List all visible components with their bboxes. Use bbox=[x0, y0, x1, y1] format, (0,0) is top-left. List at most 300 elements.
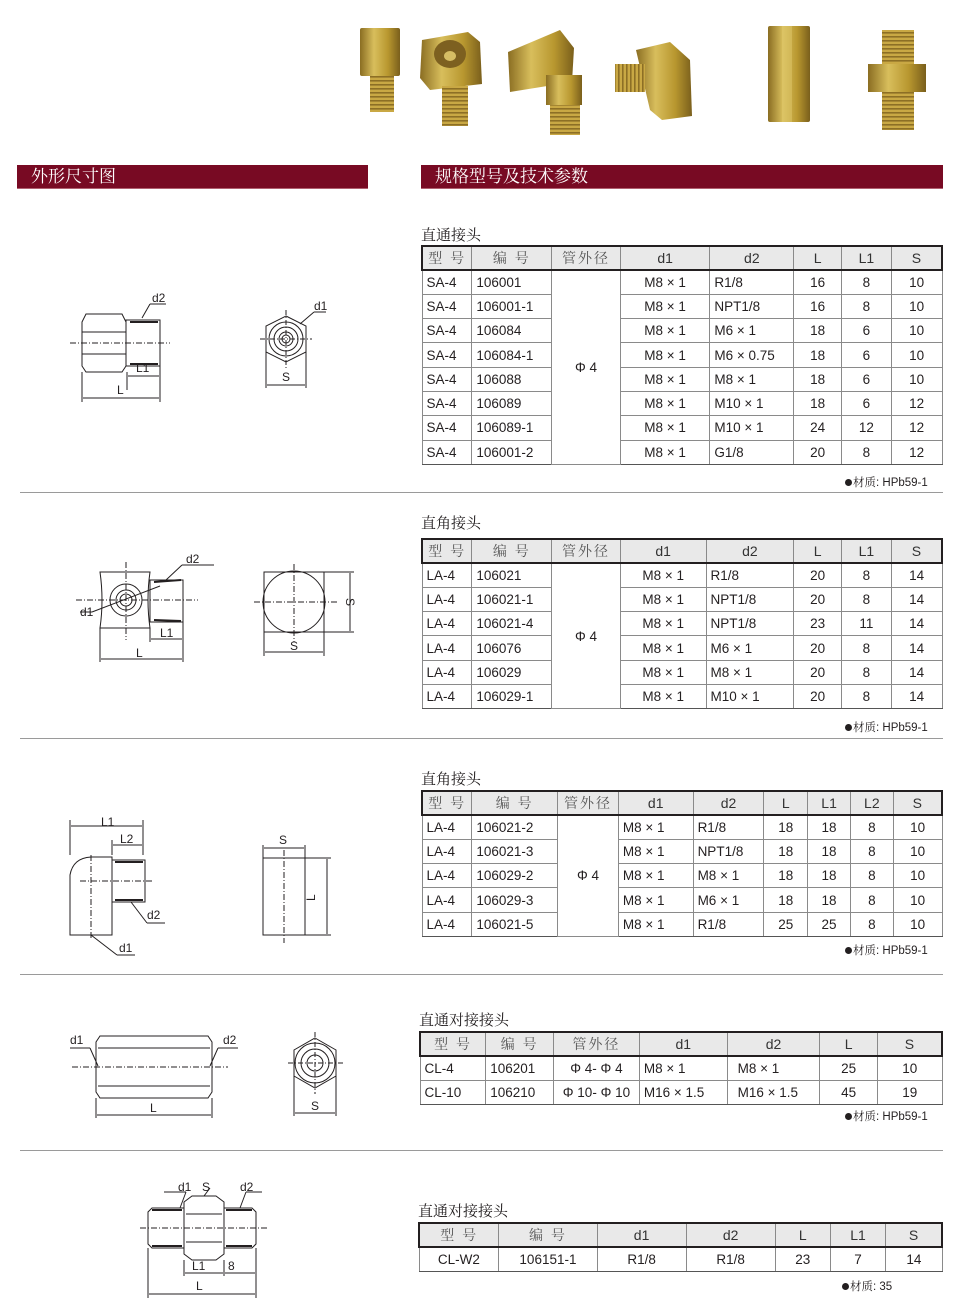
table-cell: M10 × 1 bbox=[710, 391, 794, 415]
table-head bbox=[422, 246, 942, 270]
table-cell: M8 × 1 bbox=[620, 636, 706, 660]
table-header-row bbox=[422, 791, 942, 815]
table-row bbox=[422, 440, 942, 464]
col-L2: L2 bbox=[850, 791, 893, 815]
table-cell: M6 × 1 bbox=[693, 888, 764, 912]
label-L: L bbox=[150, 1101, 157, 1115]
table-row bbox=[422, 636, 942, 660]
table-cell: Φ 10- Φ 10 bbox=[554, 1080, 640, 1104]
elbow-fitting-side-photo bbox=[615, 42, 692, 120]
bullet-icon bbox=[845, 1113, 852, 1120]
table-cell: 106029-1 bbox=[472, 684, 552, 708]
table-row bbox=[422, 343, 942, 367]
table-cell: M8 × 1 bbox=[618, 815, 693, 839]
label-d2: d2 bbox=[186, 552, 200, 566]
table-cell: 20 bbox=[794, 563, 842, 587]
table-cell: M8 × 1 bbox=[620, 343, 710, 367]
table-cell: 12 bbox=[891, 391, 942, 415]
table-cell: SA-4 bbox=[422, 440, 472, 464]
section-header-dimension-drawings: 外形尺寸图 bbox=[17, 165, 368, 189]
label-L1: L1 bbox=[160, 626, 174, 640]
table-cell: 18 bbox=[764, 888, 808, 912]
section-divider bbox=[20, 1150, 943, 1151]
table-cell: 6 bbox=[842, 343, 892, 367]
table-cell: 106001 bbox=[472, 270, 552, 294]
label-S-vertical: S bbox=[343, 598, 357, 607]
section-header-specifications: 规格型号及技术参数 bbox=[421, 165, 943, 189]
drawing-elbow-fitting bbox=[70, 550, 370, 665]
table-cell: LA-4 bbox=[422, 684, 472, 708]
table-cell: M8 × 1 bbox=[620, 563, 706, 587]
table-cell: M6 × 0.75 bbox=[710, 343, 794, 367]
label-L: L bbox=[136, 646, 143, 660]
col-tube-od: 管外径 bbox=[552, 246, 621, 270]
table-cell: LA-4 bbox=[422, 636, 472, 660]
table-cell: 106089 bbox=[472, 391, 552, 415]
table-cell: M8 × 1 bbox=[620, 319, 710, 343]
table-cell: 18 bbox=[764, 864, 808, 888]
table-cell: 10 bbox=[893, 815, 942, 839]
col-L1: L1 bbox=[841, 539, 891, 563]
table-cell: 20 bbox=[794, 684, 842, 708]
table-cell: M8 × 1 bbox=[706, 660, 794, 684]
drawing-element bbox=[142, 304, 150, 318]
drawing-element bbox=[154, 620, 181, 621]
spec-table-elbow-fitting bbox=[421, 538, 943, 709]
table-cell: SA-4 bbox=[422, 294, 472, 318]
table-row bbox=[422, 319, 942, 343]
table-cell: SA-4 bbox=[422, 319, 472, 343]
material-note bbox=[842, 1278, 892, 1294]
table-cell: 20 bbox=[794, 636, 842, 660]
table-cell: 8 bbox=[841, 636, 891, 660]
table-cell: 10 bbox=[891, 367, 942, 391]
table-cell: M6 × 1 bbox=[706, 636, 794, 660]
label-d1: d1 bbox=[178, 1180, 192, 1194]
table-cell: 106089-1 bbox=[472, 416, 552, 440]
spec-table-straight-coupling bbox=[419, 1031, 943, 1105]
table-cell: NPT1/8 bbox=[693, 839, 764, 863]
tube-od-merged: Φ 4 bbox=[552, 563, 621, 709]
table-cell: 14 bbox=[891, 636, 942, 660]
table-cell: R1/8 bbox=[710, 270, 794, 294]
drawing-double-nipple bbox=[140, 1180, 290, 1300]
bullet-icon bbox=[842, 1283, 849, 1290]
table-cell: LA-4 bbox=[422, 888, 472, 912]
spec-table-double-nipple bbox=[418, 1222, 943, 1272]
col-S: S bbox=[886, 1223, 942, 1247]
block-title-elbow-fitting-l2: 直角接头 bbox=[421, 770, 482, 788]
drawing-element bbox=[90, 1048, 98, 1066]
table-cell: 12 bbox=[891, 440, 942, 464]
table-header-row bbox=[420, 1032, 942, 1056]
col-code: 编 号 bbox=[472, 539, 552, 563]
material-note bbox=[845, 1108, 928, 1124]
table-row bbox=[422, 270, 942, 294]
table-cell: M8 × 1 bbox=[620, 660, 706, 684]
table-row bbox=[422, 815, 942, 839]
table-cell: 18 bbox=[794, 367, 842, 391]
table-cell: 25 bbox=[764, 912, 808, 936]
table-cell: M8 × 1 bbox=[693, 864, 764, 888]
table-cell: G1/8 bbox=[710, 440, 794, 464]
drawing-element: 材质: HPb59-1 bbox=[853, 1111, 928, 1123]
col-code: 编 号 bbox=[472, 246, 552, 270]
col-tube-od: 管外径 bbox=[552, 539, 621, 563]
drawing-element: 材质: HPb59-1 bbox=[853, 477, 928, 489]
drawing-group bbox=[70, 304, 326, 402]
table-cell: LA-4 bbox=[422, 815, 472, 839]
drawing-elbow-fitting-l2 bbox=[65, 815, 355, 960]
table-cell: 106001-2 bbox=[472, 440, 552, 464]
table-cell: SA-4 bbox=[422, 367, 472, 391]
drawing-group bbox=[140, 1188, 268, 1298]
brass-fittings-photo bbox=[350, 20, 940, 140]
table-header-row bbox=[419, 1223, 942, 1247]
straight-hex-fitting-photo bbox=[360, 28, 400, 112]
table-cell: 14 bbox=[891, 660, 942, 684]
elbow-fitting-top-port-photo bbox=[420, 32, 482, 126]
tube-od-merged: Φ 4 bbox=[558, 815, 619, 936]
table-cell: CL-4 bbox=[420, 1056, 486, 1080]
col-d2: d2 bbox=[693, 791, 764, 815]
table-cell: M8 × 1 bbox=[620, 416, 710, 440]
table-row bbox=[422, 416, 942, 440]
table-cell: 106001-1 bbox=[472, 294, 552, 318]
label-L1: L1 bbox=[136, 361, 150, 375]
table-cell: 18 bbox=[764, 815, 808, 839]
table-cell: LA-4 bbox=[422, 587, 472, 611]
drawing-element bbox=[91, 935, 117, 955]
table-row bbox=[422, 660, 942, 684]
table-cell: 25 bbox=[820, 1056, 878, 1080]
table-head bbox=[420, 1032, 942, 1056]
table-cell: M8 × 1 bbox=[620, 587, 706, 611]
table-cell: 6 bbox=[842, 391, 892, 415]
table-cell: M8 × 1 bbox=[620, 684, 706, 708]
bullet-icon bbox=[845, 947, 852, 954]
section-divider bbox=[20, 738, 943, 739]
col-code: 编 号 bbox=[499, 1223, 597, 1247]
col-d2: d2 bbox=[686, 1223, 775, 1247]
table-cell: 18 bbox=[794, 343, 842, 367]
table-body bbox=[422, 563, 942, 709]
tube-od-merged: Φ 4 bbox=[552, 270, 621, 464]
table-cell: 18 bbox=[794, 319, 842, 343]
table-row bbox=[422, 294, 942, 318]
drawing-element bbox=[444, 51, 456, 61]
table-cell: 11 bbox=[841, 612, 891, 636]
table-cell: LA-4 bbox=[422, 864, 472, 888]
col-model: 型 号 bbox=[419, 1223, 499, 1247]
label-L2: L2 bbox=[120, 832, 134, 846]
label-S-horizontal: S bbox=[290, 639, 299, 653]
table-cell: R1/8 bbox=[693, 815, 764, 839]
col-model: 型 号 bbox=[422, 791, 472, 815]
table-cell: M8 × 1 bbox=[620, 367, 710, 391]
table-cell: 106029 bbox=[472, 660, 552, 684]
table-cell: 8 bbox=[850, 888, 893, 912]
table-cell: 6 bbox=[842, 367, 892, 391]
drawing-element bbox=[300, 312, 314, 324]
col-L: L bbox=[764, 791, 808, 815]
table-cell: M8 × 1 bbox=[620, 270, 710, 294]
table-cell: 106029-3 bbox=[472, 888, 558, 912]
label-L1: L1 bbox=[192, 1259, 206, 1273]
col-S: S bbox=[891, 246, 942, 270]
col-L: L bbox=[775, 1223, 830, 1247]
drawing-group bbox=[70, 820, 331, 955]
table-cell: R1/8 bbox=[686, 1247, 775, 1271]
table-header-row bbox=[422, 539, 942, 563]
table-cell: 10 bbox=[891, 294, 942, 318]
label-d2: d2 bbox=[147, 908, 161, 922]
drawing-element bbox=[882, 92, 914, 130]
table-cell: 18 bbox=[808, 815, 851, 839]
col-d1: d1 bbox=[597, 1223, 686, 1247]
table-row bbox=[422, 839, 942, 863]
table-row bbox=[422, 612, 942, 636]
table-cell: 8 bbox=[842, 440, 892, 464]
material-note bbox=[845, 719, 928, 735]
drawing-element bbox=[546, 75, 582, 105]
table-cell: 14 bbox=[886, 1247, 942, 1271]
drawing-element bbox=[166, 565, 182, 580]
col-d1: d1 bbox=[639, 1032, 727, 1056]
table-cell: 12 bbox=[891, 416, 942, 440]
table-cell: 106151-1 bbox=[499, 1247, 597, 1271]
table-cell: 8 bbox=[850, 864, 893, 888]
table-cell: 14 bbox=[891, 587, 942, 611]
table-cell: NPT1/8 bbox=[706, 587, 794, 611]
table-cell: 20 bbox=[794, 660, 842, 684]
col-tube-od: 管外径 bbox=[558, 791, 619, 815]
drawing-group bbox=[76, 562, 354, 662]
col-L: L bbox=[794, 246, 842, 270]
table-cell: SA-4 bbox=[422, 416, 472, 440]
drawing-straight-coupling bbox=[68, 1030, 358, 1120]
table-row bbox=[422, 888, 942, 912]
col-model: 型 号 bbox=[420, 1032, 486, 1056]
table-body bbox=[419, 1247, 942, 1271]
table-cell: 20 bbox=[794, 587, 842, 611]
col-model: 型 号 bbox=[422, 246, 472, 270]
table-cell: 12 bbox=[842, 416, 892, 440]
col-d1: d1 bbox=[620, 539, 706, 563]
table-row bbox=[419, 1247, 942, 1271]
table-cell: M8 × 1 bbox=[727, 1056, 820, 1080]
table-cell: 18 bbox=[808, 888, 851, 912]
spec-table-elbow-fitting-l2 bbox=[421, 790, 943, 937]
table-cell: LA-4 bbox=[422, 912, 472, 936]
label-d1: d1 bbox=[80, 605, 94, 619]
label-8: 8 bbox=[228, 1259, 235, 1273]
table-row bbox=[422, 367, 942, 391]
table-cell: 19 bbox=[877, 1080, 942, 1104]
table-cell: 106021-1 bbox=[472, 587, 552, 611]
drawing-element bbox=[240, 1192, 246, 1208]
material-note bbox=[845, 474, 928, 490]
table-cell: 106084-1 bbox=[472, 343, 552, 367]
table-cell: LA-4 bbox=[422, 839, 472, 863]
table-cell: M8 × 1 bbox=[618, 912, 693, 936]
table-cell: 8 bbox=[841, 660, 891, 684]
table-cell: 106021-5 bbox=[472, 912, 558, 936]
table-cell: R1/8 bbox=[693, 912, 764, 936]
table-cell: R1/8 bbox=[597, 1247, 686, 1271]
table-header-row bbox=[422, 246, 942, 270]
table-head bbox=[422, 791, 942, 815]
col-S: S bbox=[893, 791, 942, 815]
drawing-element bbox=[370, 76, 394, 112]
table-cell: SA-4 bbox=[422, 391, 472, 415]
col-d1: d1 bbox=[618, 791, 693, 815]
label-d2: d2 bbox=[223, 1033, 237, 1047]
table-row bbox=[422, 864, 942, 888]
table-cell: 106210 bbox=[486, 1080, 554, 1104]
table-cell: M6 × 1 bbox=[710, 319, 794, 343]
col-L1: L1 bbox=[830, 1223, 885, 1247]
table-cell: M8 × 1 bbox=[620, 294, 710, 318]
double-male-nipple-photo bbox=[868, 30, 926, 130]
table-cell: Φ 4- Φ 4 bbox=[554, 1056, 640, 1080]
material-note bbox=[845, 942, 928, 958]
table-cell: 23 bbox=[775, 1247, 830, 1271]
table-cell: 10 bbox=[893, 888, 942, 912]
table-cell: 23 bbox=[794, 612, 842, 636]
table-cell: LA-4 bbox=[422, 660, 472, 684]
label-d2: d2 bbox=[152, 291, 166, 305]
table-cell: CL-W2 bbox=[419, 1247, 499, 1271]
label-S: S bbox=[311, 1099, 320, 1113]
table-cell: 16 bbox=[794, 270, 842, 294]
table-cell: 10 bbox=[891, 270, 942, 294]
table-cell: 106084 bbox=[472, 319, 552, 343]
table-cell: 106021-2 bbox=[472, 815, 558, 839]
table-cell: 8 bbox=[850, 912, 893, 936]
block-title-elbow-fitting: 直角接头 bbox=[421, 514, 482, 532]
drawing-element bbox=[126, 320, 160, 366]
label-d2: d2 bbox=[240, 1180, 254, 1194]
table-cell: 8 bbox=[842, 294, 892, 318]
col-S: S bbox=[891, 539, 942, 563]
col-L: L bbox=[820, 1032, 878, 1056]
table-cell: 8 bbox=[841, 587, 891, 611]
block-title-straight-fitting: 直通接头 bbox=[421, 226, 482, 244]
table-cell: 8 bbox=[842, 270, 892, 294]
table-cell: 106088 bbox=[472, 367, 552, 391]
table-cell: 10 bbox=[877, 1056, 942, 1080]
table-row bbox=[422, 912, 942, 936]
table-row bbox=[420, 1080, 942, 1104]
table-cell: 16 bbox=[794, 294, 842, 318]
table-cell: M8 × 1 bbox=[620, 440, 710, 464]
col-d2: d2 bbox=[706, 539, 794, 563]
drawing-element bbox=[882, 30, 914, 66]
table-cell: 106076 bbox=[472, 636, 552, 660]
table-cell: M16 × 1.5 bbox=[639, 1080, 727, 1104]
table-cell: 18 bbox=[764, 839, 808, 863]
label-d1: d1 bbox=[119, 941, 133, 955]
drawing-element bbox=[782, 26, 792, 122]
col-code: 编 号 bbox=[486, 1032, 554, 1056]
drawing-element bbox=[180, 1192, 186, 1208]
drawing-element bbox=[131, 902, 147, 923]
table-cell: 10 bbox=[893, 864, 942, 888]
product-photo-strip bbox=[350, 20, 940, 140]
table-cell: NPT1/8 bbox=[706, 612, 794, 636]
table-cell: 10 bbox=[893, 839, 942, 863]
drawing-group bbox=[70, 1032, 343, 1118]
table-cell: 8 bbox=[841, 563, 891, 587]
table-cell: 106021-3 bbox=[472, 839, 558, 863]
table-cell: M8 × 1 bbox=[620, 612, 706, 636]
table-cell: 6 bbox=[842, 319, 892, 343]
label-L: L bbox=[304, 894, 318, 901]
table-head bbox=[422, 539, 942, 563]
section-divider bbox=[20, 492, 943, 493]
table-cell: M10 × 1 bbox=[706, 684, 794, 708]
table-cell: M8 × 1 bbox=[618, 839, 693, 863]
col-L1: L1 bbox=[808, 791, 851, 815]
table-cell: 10 bbox=[893, 912, 942, 936]
drawing-element bbox=[442, 86, 468, 126]
table-head bbox=[419, 1223, 942, 1247]
drawing-element bbox=[615, 64, 645, 92]
label-d1: d1 bbox=[314, 299, 328, 313]
block-title-straight-coupling: 直通对接接头 bbox=[419, 1011, 510, 1029]
table-cell: SA-4 bbox=[422, 343, 472, 367]
long-hex-coupling-photo bbox=[768, 26, 810, 122]
table-cell: LA-4 bbox=[422, 563, 472, 587]
table-cell: 14 bbox=[891, 563, 942, 587]
table-cell: M8 × 1 bbox=[618, 888, 693, 912]
table-row bbox=[422, 587, 942, 611]
table-body bbox=[420, 1056, 942, 1105]
table-cell: 14 bbox=[891, 684, 942, 708]
table-cell: 10 bbox=[891, 319, 942, 343]
col-d2: d2 bbox=[710, 246, 794, 270]
col-L1: L1 bbox=[842, 246, 892, 270]
table-cell: 8 bbox=[841, 684, 891, 708]
col-d1: d1 bbox=[620, 246, 710, 270]
table-cell: 106021-4 bbox=[472, 612, 552, 636]
table-cell: 106021 bbox=[472, 563, 552, 587]
table-cell: M10 × 1 bbox=[710, 416, 794, 440]
table-body bbox=[422, 815, 942, 936]
drawing-element: 材质: 35 bbox=[850, 1281, 893, 1293]
drawing-element bbox=[868, 64, 926, 92]
block-title-double-nipple: 直通对接接头 bbox=[418, 1202, 509, 1220]
col-tube-od: 管外径 bbox=[554, 1032, 640, 1056]
label-L: L bbox=[196, 1279, 203, 1293]
table-cell: 8 bbox=[850, 839, 893, 863]
col-S: S bbox=[877, 1032, 942, 1056]
bullet-icon bbox=[845, 724, 852, 731]
table-cell: 8 bbox=[850, 815, 893, 839]
table-cell: 20 bbox=[794, 440, 842, 464]
table-cell: LA-4 bbox=[422, 612, 472, 636]
table-row bbox=[422, 684, 942, 708]
label-d1: d1 bbox=[70, 1033, 84, 1047]
table-cell: 106029-2 bbox=[472, 864, 558, 888]
drawing-element: 材质: HPb59-1 bbox=[853, 722, 928, 734]
table-row bbox=[422, 563, 942, 587]
section-divider bbox=[20, 974, 943, 975]
table-row bbox=[420, 1056, 942, 1080]
col-model: 型 号 bbox=[422, 539, 472, 563]
col-d2: d2 bbox=[727, 1032, 820, 1056]
